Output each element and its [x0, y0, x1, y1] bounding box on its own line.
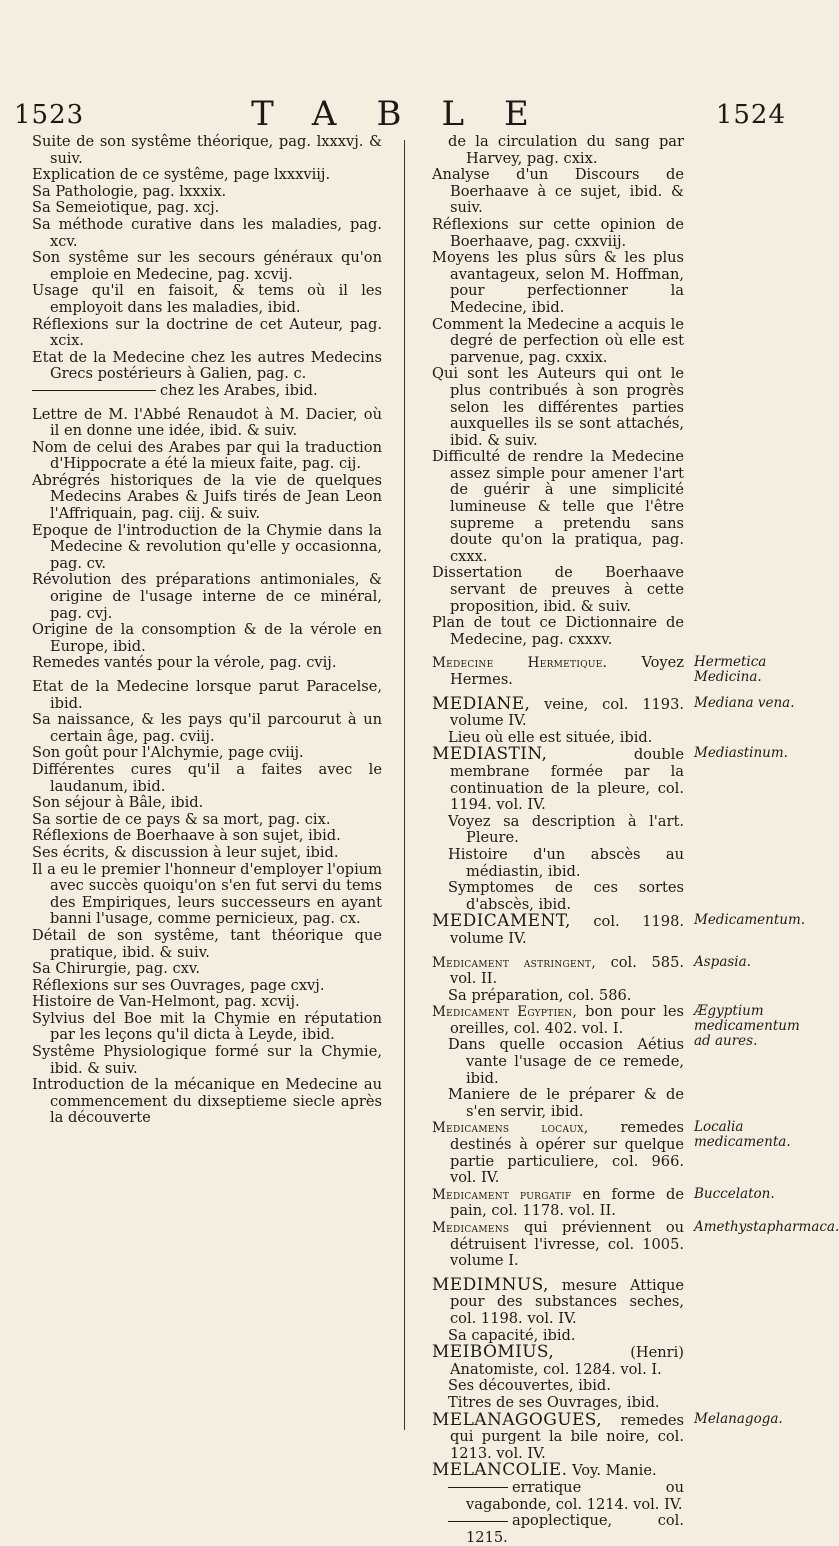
entry-text: remedes destinés à opérer sur quelque partie particuliere, col. 966. vol. IV.	[450, 1119, 685, 1187]
index-entry	[32, 994, 382, 1011]
index-entry	[32, 795, 382, 812]
column-divider	[404, 140, 405, 1430]
latin-marginal-note: Aspasia.	[694, 953, 751, 970]
latin-marginal-note: Localia medicamenta.	[694, 1119, 791, 1151]
index-entry	[32, 679, 382, 712]
index-entry	[432, 366, 684, 449]
index-entry	[32, 200, 382, 217]
entry-text: Son séjour à Bâle, ibid.	[32, 794, 204, 812]
entry-text: bon pour les oreilles, col. 402. vol. I.	[450, 1003, 684, 1037]
entry-headword: MEDIMNUS,	[432, 1274, 549, 1295]
entry-headword: MELANCOLIE.	[432, 1460, 568, 1481]
index-entry	[32, 762, 382, 795]
entry-text: Moyens les plus sûrs & les plus avantageux, selon M. Hoffman, pour perfectionner la Medecine, ibid.	[432, 249, 684, 316]
entry-headword: Medicament Egyptien,	[432, 1004, 578, 1021]
latin-marginal-note: Mediana vena.	[694, 694, 795, 711]
entry-text: Histoire de Van-Helmont, pag. xcvij.	[32, 993, 300, 1011]
index-entry	[32, 1077, 382, 1127]
index-entry	[32, 1011, 382, 1044]
entry-text: Introduction de la mécanique en Medecine au commencement du dixseptieme siecle après la découverte	[32, 1076, 382, 1127]
entry-text: Son systême sur les secours généraux qu'on emploie en Medecine, pag. xcvij.	[32, 249, 382, 283]
entry-text: Réflexions sur cette opinion de Boerhaave, pag. cxxviij.	[432, 215, 684, 250]
index-entry	[32, 828, 382, 845]
entry-headword: Medicament purgatif	[432, 1186, 572, 1203]
entry-headword: Medicamens	[432, 1220, 510, 1236]
index-entry	[432, 693, 795, 730]
entry-text: Lieu où elle est située, ibid.	[448, 728, 653, 746]
index-entry	[32, 928, 382, 961]
latin-marginal-note: Melanagoga.	[694, 1410, 783, 1427]
entry-text: de la circulation du sang par Harvey, pag. cxix.	[448, 133, 684, 167]
index-entry	[432, 565, 684, 615]
entry-text: Voy. Manie.	[572, 1462, 657, 1480]
ditto-rule	[448, 1487, 508, 1488]
index-entry	[32, 184, 382, 201]
index-entry	[32, 283, 382, 316]
entry-headword: Medicamens locaux,	[432, 1120, 589, 1137]
index-entry	[32, 745, 382, 762]
entry-text: Origine de la consomption & de la vérole en Europe, ibid.	[32, 621, 382, 655]
entry-text: mesure Attique pour des substances seches, col. 1198. vol. IV.	[450, 1276, 685, 1327]
index-entry	[32, 383, 382, 400]
index-entry	[32, 317, 382, 350]
entry-text: Symptomes de ces sortes d'abscès, ibid.	[448, 879, 684, 913]
entry-text: Sa sortie de ce pays & sa mort, pag. cix.	[32, 810, 331, 828]
entry-text: Systême Physiologique formé sur la Chymie, ibid. & suiv.	[32, 1043, 382, 1077]
latin-marginal-note: Medicamentum.	[694, 912, 806, 929]
entry-text: Etat de la Medecine lorsque parut Paracelse, ibid.	[32, 678, 382, 712]
index-entry	[32, 845, 382, 862]
entry-text: Sa Chirurgie, pag. cxv.	[32, 960, 201, 978]
latin-marginal-note: Amethystapharmaca.	[694, 1219, 839, 1235]
index-entry	[32, 167, 382, 184]
index-entry	[32, 1044, 382, 1077]
index-entry	[432, 1087, 684, 1120]
entry-text: col. 1198. volume IV.	[450, 913, 684, 947]
entry-text: Dans quelle occasion Aétius vante l'usage de ce remede, ibid.	[448, 1036, 684, 1087]
index-entry	[32, 473, 382, 523]
entry-text: Sa Semeiotique, pag. xcj.	[32, 199, 220, 217]
latin-marginal-note: Buccelaton.	[694, 1185, 775, 1202]
entry-text: Difficulté de rendre la Medecine assez simple pour amener l'art de guérir à une simplicité lumineuse & telle que l'être supreme a pretendu sans doute qu'on la pratiqua, pag. cxxx.	[432, 448, 684, 565]
index-entry	[432, 847, 684, 880]
page-title: TABLE	[251, 94, 569, 134]
entry-headword: MEIBOMIUS,	[432, 1342, 555, 1363]
index-entry	[432, 1003, 800, 1050]
index-entry	[32, 407, 382, 440]
index-entry	[32, 655, 382, 672]
index-entry	[432, 1219, 839, 1270]
entry-text: chez les Arabes, ibid.	[160, 381, 318, 399]
entry-text: erratique ou vagabonde, col. 1214. vol. IV.	[466, 1478, 684, 1513]
index-entry	[432, 167, 684, 217]
index-entry	[32, 523, 382, 573]
index-entry	[32, 217, 382, 250]
entry-text: Qui sont les Auteurs qui ont le plus contribués à son progrès selon les différentes parties auxquelles ils se sont attachés, ibid. & suiv.	[432, 365, 684, 449]
entry-text: Sylvius del Boe mit la Chymie en réputation par les leçons qu'il dicta à Leyde, ibid.	[32, 1009, 382, 1044]
entry-text: Réflexions sur la doctrine de cet Auteur, pag. xcix.	[32, 315, 382, 350]
entry-text: (Henri) Anatomiste, col. 1284. vol. I.	[450, 1344, 684, 1378]
entry-text: Lettre de M. l'Abbé Renaudot à M. Dacier, où il en donne une idée, ibid. & suiv.	[32, 405, 382, 440]
index-entry	[32, 622, 382, 655]
index-entry	[432, 1344, 684, 1378]
entry-headword: MEDIANE,	[432, 693, 531, 714]
entry-text: Etat de la Medecine chez les autres Medecins Grecs postérieurs à Galien, pag. c.	[32, 348, 382, 383]
entry-text: Sa Pathologie, pag. lxxxix.	[32, 182, 227, 200]
entry-text: Détail de son systême, tant théorique que pratique, ibid. & suiv.	[32, 926, 382, 961]
entry-text: Sa préparation, col. 586.	[448, 986, 632, 1004]
entry-text: Plan de tout ce Dictionnaire de Medecine, pag. cxxxv.	[432, 614, 684, 648]
index-entry	[432, 615, 684, 648]
entry-text: Epoque de l'introduction de la Chymie dans la Medecine & revolution qu'elle y occasionna, pag. cv.	[32, 521, 382, 572]
index-entry	[432, 1462, 684, 1480]
index-entry	[432, 134, 684, 167]
index-entry	[432, 250, 684, 316]
index-entry	[432, 217, 684, 250]
index-entry	[432, 1185, 775, 1220]
entry-text: Abrégrés historiques de la vie de quelques Medecins Arabes & Juifs tirés de Jean Leon l'Affriquain, pag. ciij. & suiv.	[32, 471, 382, 523]
entry-headword: MELANAGOGUES,	[432, 1409, 603, 1430]
entry-text: Nom de celui des Arabes par qui la traduction d'Hippocrate a été la mieux faite, pag. cij.	[32, 438, 382, 473]
index-entry	[432, 1480, 684, 1513]
index-entry	[432, 988, 684, 1005]
entry-text: Sa méthode curative dans les maladies, pag. xcv.	[32, 215, 382, 250]
index-entry	[432, 654, 767, 688]
entry-text: Son goût pour l'Alchymie, page cviij.	[32, 744, 304, 762]
index-entry	[32, 250, 382, 283]
index-entry	[32, 350, 382, 383]
latin-marginal-note: Ægyptium medicamentum ad aures.	[694, 1003, 800, 1050]
entry-text: Sa capacité, ibid.	[448, 1326, 576, 1344]
index-entry	[432, 953, 751, 988]
index-entry	[432, 449, 684, 565]
entry-text: Ses écrits, & discussion à leur sujet, ibid.	[32, 843, 339, 861]
index-entry	[432, 1119, 791, 1187]
entry-text: Sa naissance, & les pays qu'il parcourut à un certain âge, pag. cviij.	[32, 711, 382, 745]
index-entry	[432, 814, 684, 847]
entry-text: Remedes vantés pour la vérole, pag. cvij.	[32, 654, 337, 672]
index-entry	[432, 317, 684, 367]
entry-headword: Medicament astringent,	[432, 954, 596, 971]
latin-marginal-note: Hermetica Medicina.	[694, 654, 767, 686]
page-number-right: 1524	[715, 100, 786, 130]
index-entry	[432, 1037, 684, 1087]
entry-text: col. 585. vol. II.	[450, 953, 684, 988]
index-entry	[32, 862, 382, 928]
latin-marginal-note: Mediastinum.	[694, 745, 788, 762]
index-entry	[432, 911, 806, 947]
entry-text: Explication de ce systême, page lxxxviij.	[32, 166, 331, 184]
index-entry	[432, 744, 788, 814]
entry-text: Révolution des préparations antimoniales, & origine de l'usage interne de ce minéral, pag. cvj.	[32, 571, 382, 622]
entry-text: apoplectique, col. 1215.	[466, 1512, 684, 1546]
index-entry	[432, 1274, 685, 1328]
entry-text: Réflexions de Boerhaave à son sujet, ibid.	[32, 827, 341, 845]
entry-text: Dissertation de Boerhaave servant de preuves à cette proposition, ibid. & suiv.	[432, 564, 684, 615]
index-entry	[32, 134, 382, 167]
entry-text: Comment la Medecine a acquis le degré de perfection où elle est parvenue, pag. cxxix.	[432, 315, 684, 366]
entry-text: Réflexions sur ses Ouvrages, page cxvj.	[32, 976, 325, 994]
entry-text: Voyez Hermes.	[450, 654, 684, 688]
entry-headword: Medecine Hermetique.	[432, 655, 608, 672]
entry-text: Ses découvertes, ibid.	[448, 1377, 611, 1395]
ditto-rule	[32, 390, 156, 391]
entry-text: Voyez sa description à l'art. Pleure.	[448, 812, 684, 847]
entry-text: qui préviennent ou détruisent l'ivresse, col. 1005. volume I.	[450, 1219, 685, 1270]
index-entry	[32, 572, 382, 622]
index-entry	[32, 978, 382, 995]
index-entry	[32, 712, 382, 745]
page-number-left: 1523	[14, 100, 85, 130]
entry-text: en forme de pain, col. 1178. vol. II.	[450, 1185, 685, 1220]
entry-text: Il a eu le premier l'honneur d'employer l'opium avec succès quoiqu'on s'en fut servi du tems des Empiriques, leurs successeurs en ayant banni l'usage, comme pernicieux, pag. cx.	[32, 860, 382, 928]
entry-text: remedes qui purgent la bile noire, col. 1213. vol. IV.	[450, 1411, 684, 1462]
index-entry	[432, 1513, 684, 1546]
entry-headword: MEDICAMENT,	[432, 911, 571, 932]
index-entry	[32, 440, 382, 473]
index-entry	[32, 961, 382, 978]
index-entry	[432, 1378, 684, 1395]
entry-text: Histoire d'un abscès au médiastin, ibid.	[448, 845, 684, 880]
index-entry	[432, 880, 684, 913]
entry-text: double membrane formée par la continuation de la pleure, col. 1194. vol. IV.	[450, 746, 684, 814]
index-entry	[432, 1409, 783, 1463]
entry-text: Analyse d'un Discours de Boerhaave à ce sujet, ibid. & suiv.	[432, 166, 684, 217]
entry-headword: MEDIASTIN,	[432, 744, 548, 765]
entry-text: Titres de ses Ouvrages, ibid.	[448, 1393, 660, 1411]
ditto-rule	[448, 1521, 508, 1522]
entry-text: Usage qu'il en faisoit, & tems où il les employoit dans les maladies, ibid.	[32, 282, 382, 316]
entry-text: Différentes cures qu'il a faites avec le laudanum, ibid.	[32, 760, 382, 795]
left-column	[32, 134, 382, 1127]
right-column	[432, 133, 839, 1546]
entry-text: Maniere de le préparer & de s'en servir, ibid.	[448, 1086, 684, 1120]
entry-text: veine, col. 1193. volume IV.	[450, 695, 685, 730]
index-entry	[32, 812, 382, 829]
entry-text: Suite de son systême théorique, pag. lxxxvj. & suiv.	[32, 133, 382, 167]
